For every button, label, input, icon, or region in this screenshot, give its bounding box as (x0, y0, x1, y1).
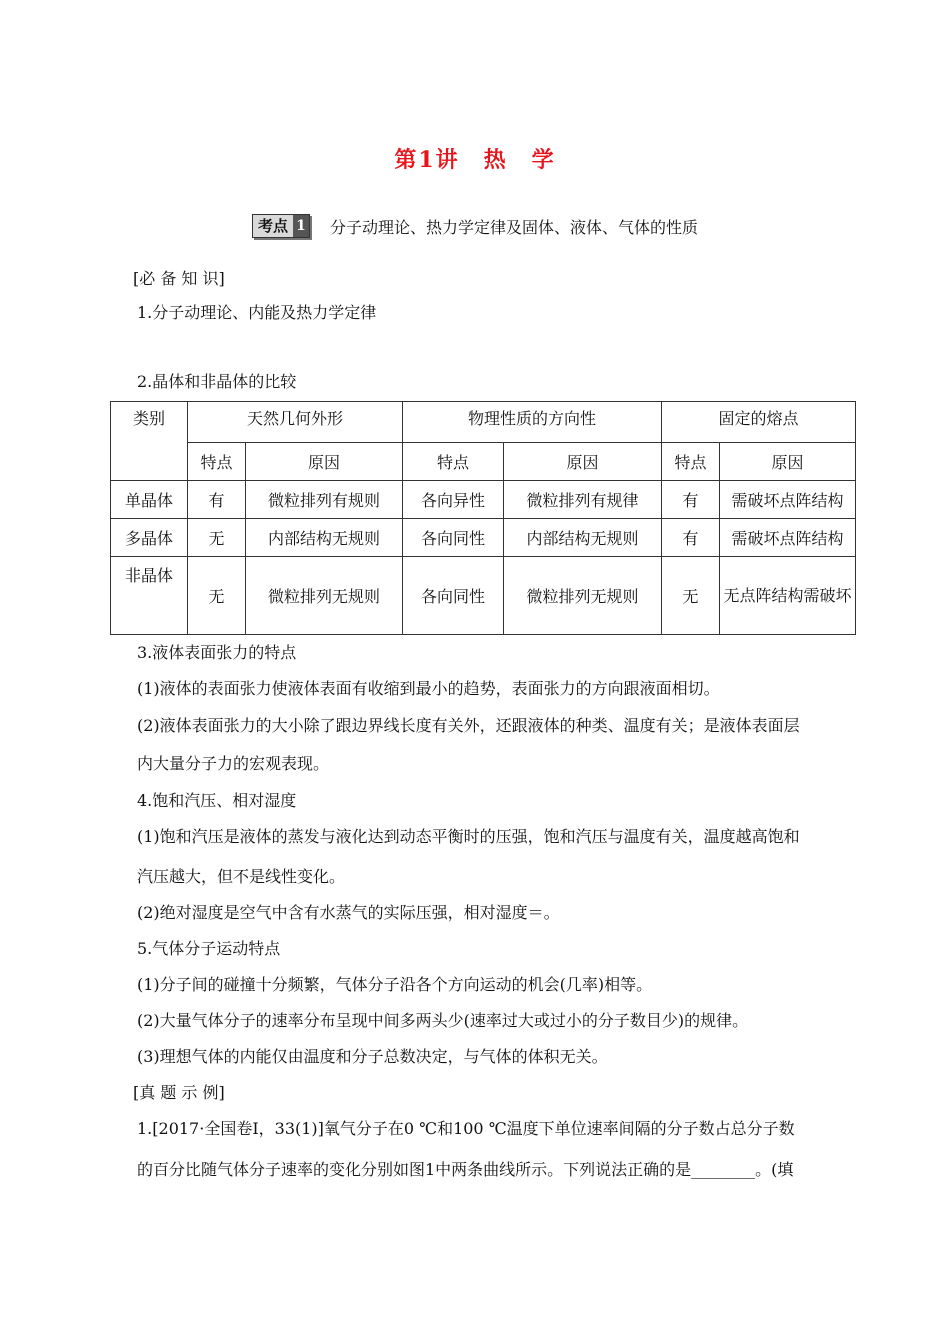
subheader-feature: 特点 (403, 443, 504, 481)
header-anisotropy: 物理性质的方向性 (403, 402, 662, 443)
kaodian-header (252, 213, 698, 239)
subheader-reason: 原因 (246, 443, 403, 481)
section-2-heading: 2.晶体和非晶体的比较 (137, 372, 297, 391)
table-cell: 微粒排列有规律 (504, 481, 662, 519)
paragraph: 汽压越大，但不是线性变化。 (137, 867, 346, 886)
section-zhenti-heading: [真 题 示 例] (133, 1083, 225, 1102)
question-text: 1.[2017·全国卷Ⅰ，33(1)]氧气分子在0 ℃和100 ℃温度下单位速率间隔的分子数占总分子数 (137, 1119, 795, 1138)
section-4-heading: 4.饱和汽压、相对湿度 (137, 791, 297, 810)
table-cell: 内部结构无规则 (246, 519, 403, 557)
table-row (111, 519, 856, 557)
section-5-heading: 5.气体分子运动特点 (137, 939, 281, 958)
table-cell: 有 (662, 519, 720, 557)
table-cell: 各向同性 (403, 557, 504, 635)
section-3-heading: 3.液体表面张力的特点 (137, 643, 297, 662)
table-cell: 微粒排列无规则 (504, 557, 662, 635)
kaodian-badge (252, 214, 310, 238)
kaodian-label: 考点 (253, 215, 293, 237)
kaodian-title: 分子动理论、热力学定律及固体、液体、气体的性质 (330, 217, 699, 237)
table-cell: 无 (188, 519, 246, 557)
table-cell: 需破坏点阵结构 (720, 481, 856, 519)
subheader-reason: 原因 (504, 443, 662, 481)
table-cell: 无 (662, 557, 720, 635)
paragraph: (1)液体的表面张力使液体表面有收缩到最小的趋势，表面张力的方向跟液面相切。 (137, 679, 720, 698)
row-name: 非晶体 (111, 557, 188, 635)
table-cell: 各向同性 (403, 519, 504, 557)
paragraph: (2)大量气体分子的速率分布呈现中间多两头少(速率过大或过小的分子数目少)的规律。 (137, 1011, 749, 1030)
section-1-heading: 1.分子动理论、内能及热力学定律 (137, 303, 377, 322)
crystal-comparison-table (110, 401, 856, 635)
paragraph: (2)液体表面张力的大小除了跟边界线长度有关外，还跟液体的种类、温度有关；是液体表面层 (137, 716, 800, 735)
table-cell: 内部结构无规则 (504, 519, 662, 557)
table-cell: 无 (188, 557, 246, 635)
kaodian-number: 1 (293, 215, 309, 237)
table-cell: 微粒排列有规则 (246, 481, 403, 519)
header-geometry: 天然几何外形 (188, 402, 403, 443)
paragraph: (1)饱和汽压是液体的蒸发与液化达到动态平衡时的压强，饱和汽压与温度有关，温度越高饱和 (137, 827, 800, 846)
table-row (111, 557, 856, 635)
section-bibei-heading: [必 备 知 识] (133, 269, 225, 288)
table-cell: 需破坏点阵结构 (720, 519, 856, 557)
table-row (111, 481, 856, 519)
paragraph: 内大量分子力的宏观表现。 (137, 754, 330, 773)
row-name: 多晶体 (111, 519, 188, 557)
paragraph: (1)分子间的碰撞十分频繁，气体分子沿各个方向运动的机会(几率)相等。 (137, 975, 653, 994)
table-cell: 有 (188, 481, 246, 519)
header-melting-point: 固定的熔点 (662, 402, 856, 443)
question-text: 的百分比随气体分子速率的变化分别如图1中两条曲线所示。下列说法正确的是________。(填 (137, 1160, 794, 1179)
subheader-reason: 原因 (720, 443, 856, 481)
table-cell: 有 (662, 481, 720, 519)
subheader-feature: 特点 (662, 443, 720, 481)
table-cell: 无点阵结构需破坏 (720, 557, 856, 635)
paragraph: (2)绝对湿度是空气中含有水蒸气的实际压强，相对湿度＝。 (137, 903, 560, 922)
subheader-feature: 特点 (188, 443, 246, 481)
header-category: 类别 (111, 402, 188, 481)
lecture-title: 第1讲 热 学 (394, 147, 556, 173)
paragraph: (3)理想气体的内能仅由温度和分子总数决定，与气体的体积无关。 (137, 1047, 608, 1066)
table-cell: 各向异性 (403, 481, 504, 519)
row-name: 单晶体 (111, 481, 188, 519)
table-cell: 微粒排列无规则 (246, 557, 403, 635)
